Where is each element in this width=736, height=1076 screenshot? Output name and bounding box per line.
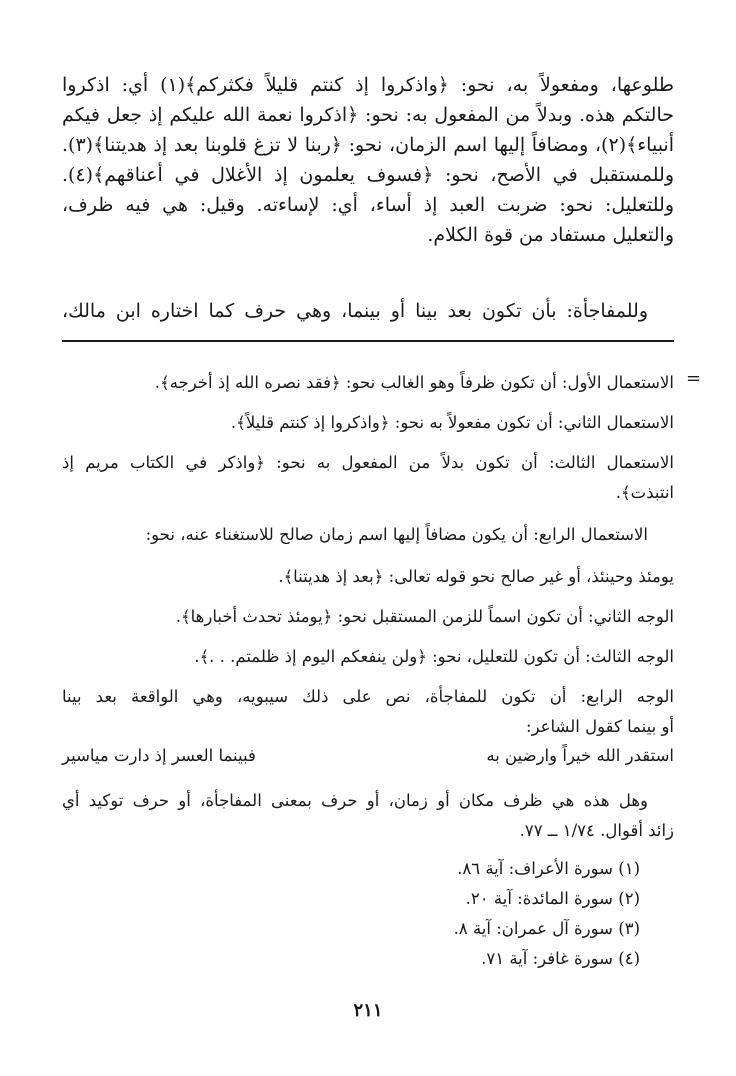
footnote-line: الاستعمال الثاني: أن تكون مفعولاً به نحو: ﴿واذكروا إذ كنتم قليلاً﴾. — [230, 413, 674, 432]
footnote-block — [62, 602, 674, 632]
footnote-line: وهل هذه هي ظرف مكان أو زمان، أو حرف بمعنى المفاجأة، أو حرف توكيد أي — [62, 791, 648, 810]
footnote-block — [62, 786, 674, 846]
footnote-line: يومئذ وحينئذ، أو غير صالح نحو قوله تعالى: ﴿بعد إذ هديتنا﴾. — [278, 567, 674, 586]
footnote-line: الوجه الثاني: أن تكون اسماً للزمن المستقبل نحو: ﴿يومئذ تحدث أخبارها﴾. — [175, 607, 674, 626]
poem-verse — [62, 746, 674, 776]
poem-hemistich-right: استقدر الله خيراً وارضين به — [486, 746, 674, 765]
note-item: (٤) سورة غافر: آية ٧١. — [481, 949, 640, 968]
footnote-line: الوجه الرابع: أن تكون للمفاجأة، نص على ذلك سيبويه، وهي الواقعة بعد بينا — [62, 687, 674, 706]
reference-notes — [400, 854, 640, 974]
text-line: أنبياء﴾(٢)، ومضافاً إليها اسم الزمان، نحو: ﴿ربنا لا تزغ قلوبنا بعد إذ هديتنا﴾(٣). — [62, 134, 674, 156]
continuation-marker: = — [686, 368, 702, 389]
footnote-line: الاستعمال الثالث: أن تكون بدلاً من المفعول به نحو: ﴿واذكر في الكتاب مريم إذ — [62, 453, 674, 472]
footnote-block — [62, 408, 674, 438]
text-line: طلوعها، ومفعولاً به، نحو: ﴿واذكروا إذ كنتم قليلاً فكثركم﴾(١) أي: اذكروا — [62, 74, 674, 96]
note-item: (١) سورة الأعراف: آية ٨٦. — [457, 859, 640, 878]
footnote-block — [62, 520, 674, 550]
footnote-line: انتبذت﴾. — [615, 483, 674, 502]
text-line: وللمستقبل في الأصح، نحو: ﴿فسوف يعلمون إذ الأغلال في أعناقهم﴾(٤). — [62, 164, 674, 186]
footnote-block — [62, 642, 674, 672]
footnote-block — [62, 682, 674, 742]
footnote-block — [62, 448, 674, 508]
footnote-line: الاستعمال الرابع: أن يكون مضافاً إليها اسم زمان صالح للاستغناء عنه، نحو: — [145, 525, 648, 544]
mufajaa-paragraph — [62, 296, 648, 326]
page-number: ٢١١ — [353, 1000, 383, 1021]
footnote-line: أو بينما كقول الشاعر: — [526, 717, 674, 736]
note-item: (٣) سورة آل عمران: آية ٨. — [453, 919, 640, 938]
footnote-block — [62, 368, 674, 398]
text-line: حالتكم هذه. وبدلاً من المفعول به: نحو: ﴿اذكروا نعمة الله عليكم إذ جعل فيكم — [62, 104, 674, 126]
main-paragraph — [62, 70, 674, 250]
footnote-line: الاستعمال الأول: أن تكون ظرفاً وهو الغالب نحو: ﴿فقد نصره الله إذ أخرجه﴾. — [154, 373, 674, 392]
footnote-divider — [62, 340, 674, 342]
poem-hemistich-left: فبينما العسر إذ دارت مياسير — [62, 746, 256, 765]
text-line: وللمفاجأة: بأن تكون بعد بينا أو بينما، وهي حرف كما اختاره ابن مالك، — [62, 300, 648, 322]
footnote-line: زائد أقوال. ١/٧٤ ــ ٧٧. — [519, 821, 674, 840]
footnote-line: الوجه الثالث: أن تكون للتعليل، نحو: ﴿ولن ينفعكم اليوم إذ ظلمتم. . .﴾. — [194, 647, 674, 666]
note-item: (٢) سورة المائدة: آية ٢٠. — [465, 889, 640, 908]
text-line: وللتعليل: نحو: ضربت العبد إذ أساء، أي: لإساءته. وقيل: هي فيه ظرف، — [62, 194, 674, 216]
text-line: والتعليل مستفاد من قوة الكلام. — [427, 224, 674, 246]
footnote-block — [62, 562, 674, 592]
